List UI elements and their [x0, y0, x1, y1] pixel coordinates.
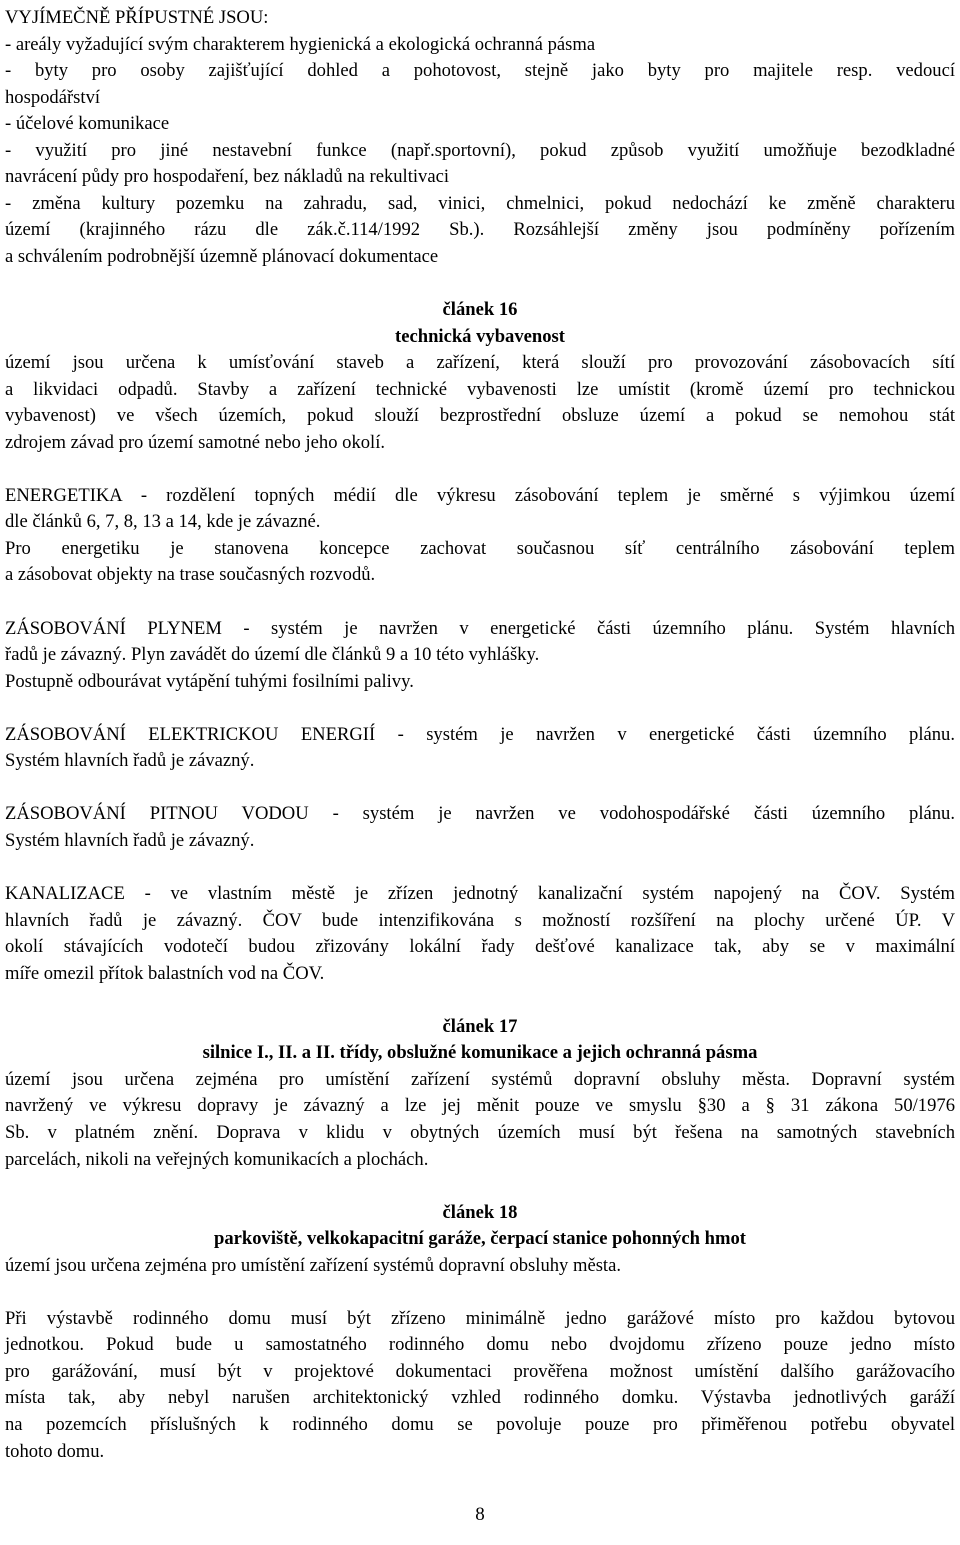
article-18-body-line: místa tak, aby nebyl narušen architektonický vzhled rodinného domku. Výstavba jednotlivých garáží [5, 1387, 955, 1409]
article-18-body-line: Při výstavbě rodinného domu musí být zřízeno minimálně jedno garážové místo pro každou bytovou [5, 1307, 955, 1329]
spacer [5, 1173, 955, 1200]
article-18-intro-line: území jsou určena zejména pro umístění zařízení systémů dopravní obsluhy města. [5, 1254, 621, 1276]
plyn-line: ZÁSOBOVÁNÍ PLYNEM - systém je navržen v energetické části územního plánu. Systém hlavních [5, 617, 955, 639]
article-16-intro-line: vybavenost) ve všech územích, pokud slouží bezprostřední obsluze území a pokud se nemohou stát [5, 405, 955, 427]
exceptions-line: území (krajinného rázu dle zák.č.114/1992 Sb.). Rozsáhlejší změny jsou podmíněny pořízením [5, 219, 955, 241]
exceptions-line: navrácení půdy pro hospodaření, bez nákladů na rekultivaci [5, 166, 450, 188]
plyn-line: řadů je závazný. Plyn zavádět do území dle článků 9 a 10 této vyhlášky. [5, 644, 540, 666]
document-page [5, 0, 955, 1465]
kanalizace-line: míře omezil přítok balastních vod na ČOV. [5, 962, 325, 984]
elektro-line: ZÁSOBOVÁNÍ ELEKTRICKOU ENERGIÍ - systém je navržen v energetické části územního plánu. [5, 723, 955, 745]
kanalizace-line: hlavních řadů je závazný. ČOV bude intenzifikována s možností rozšíření na plochy určené ÚP. V [5, 909, 955, 931]
article-16-number: článek 16 [442, 299, 518, 321]
exceptions-line: - využití pro jiné nestavební funkce (např.sportovní), pokud způsob využití umožňuje bezodkladné [5, 139, 955, 161]
exceptions-line: - areály vyžadující svým charakterem hygienická a ekologická ochranná pásma [5, 33, 596, 55]
article-18-body-line: jednotkou. Pokud bude u samostatného rodinného domu nebo dvojdomu zřízeno pouze jedno místo [5, 1334, 955, 1356]
article-18-number: článek 18 [442, 1201, 518, 1223]
spacer [5, 270, 955, 297]
article-18-body-line: pro garážování, musí být v projektové dokumentaci prověřena možnost umístění dalšího garážovacího [5, 1360, 955, 1382]
page-number: 8 [475, 1504, 485, 1525]
elektro-line: Systém hlavních řadů je závazný. [5, 750, 255, 772]
energetika-line: a zásobovat objekty na trase současných rozvodů. [5, 564, 376, 586]
article-18-body-line: na pozemcích příslušných k rodinného domu se povoluje pouze pro přiměřenou potřebu obyvatel [5, 1413, 955, 1435]
voda-line: ZÁSOBOVÁNÍ PITNOU VODOU - systém je navržen ve vodohospodářské části územního plánu. [5, 803, 955, 825]
spacer [5, 987, 955, 1014]
exceptions-section [5, 5, 955, 270]
energetika-line: dle článků 6, 7, 8, 13 a 14, kde je závazné. [5, 511, 321, 533]
spacer [5, 855, 955, 882]
article-16-intro-line: zdrojem závad pro území samotné nebo jeho okolí. [5, 431, 386, 453]
spacer [5, 1279, 955, 1306]
voda-line: Systém hlavních řadů je závazný. [5, 829, 255, 851]
exceptions-heading: VYJÍMEČNĚ PŘÍPUSTNÉ JSOU: [5, 7, 269, 28]
article-17-number: článek 17 [442, 1015, 518, 1037]
exceptions-line: - účelové komunikace [5, 113, 170, 135]
energetika-line: ENERGETIKA - rozdělení topných médií dle výkresu zásobování teplem je směrné s výjimkou území [5, 484, 955, 506]
spacer [5, 589, 955, 616]
article-17-title: silnice I., II. a II. třídy, obslužné komunikace a jejich ochranná pásma [202, 1042, 758, 1064]
article-18-body-line: tohoto domu. [5, 1440, 105, 1462]
kanalizace-line: KANALIZACE - ve vlastním městě je zřízen jednotný kanalizační systém napojený na ČOV. Systém [5, 883, 955, 905]
spacer [5, 775, 955, 802]
article-17-line: území jsou určena zejména pro umístění zařízení systémů dopravní obsluhy města. Dopravní systém [5, 1068, 955, 1090]
exceptions-line: a schválením podrobnější územně plánovací dokumentace [5, 245, 439, 267]
exceptions-line: - byty pro osoby zajišťující dohled a pohotovost, stejně jako byty pro majitele resp. vedoucí [5, 60, 955, 82]
spacer [5, 456, 955, 483]
plyn-line: Postupně odbourávat vytápění tuhými fosilními palivy. [5, 670, 414, 692]
article-16-intro-line: území jsou určena k umísťování staveb a zařízení, která slouží pro provozování zásobovacích sítí [5, 352, 955, 374]
energetika-line: Pro energetiku je stanovena koncepce zachovat současnou síť centrálního zásobování teplem [5, 537, 955, 559]
article-16 [5, 297, 955, 987]
article-18-title: parkoviště, velkokapacitní garáže, čerpací stanice pohonných hmot [214, 1228, 746, 1250]
article-17-line: Sb. v platném znění. Doprava v klidu v obytných územích musí být řešena na samotných stavebních [5, 1121, 955, 1143]
article-16-intro-line: a likvidaci odpadů. Stavby a zařízení technické vybavenosti lze umístit (kromě území pro technickou [5, 378, 955, 400]
article-16-title: technická vybavenost [395, 325, 565, 347]
exceptions-line: - změna kultury pozemku na zahradu, sad, vinici, chmelnici, pokud nedochází ke změně charakteru [5, 192, 955, 214]
kanalizace-line: okolí stávajících vodotečí budou zřizovány lokální řady dešťové kanalizace tak, aby se v maximální [5, 936, 955, 958]
article-17 [5, 1014, 955, 1173]
exceptions-line: hospodářství [5, 86, 101, 108]
spacer [5, 695, 955, 722]
article-17-line: navržený ve výkresu dopravy je závazný a lze jej měnit pouze ve smyslu §30 a § 31 zákona 50/1976 [5, 1095, 955, 1117]
article-17-line: parcelách, nikoli na veřejných komunikacích a plochách. [5, 1148, 429, 1170]
article-18 [5, 1200, 955, 1465]
